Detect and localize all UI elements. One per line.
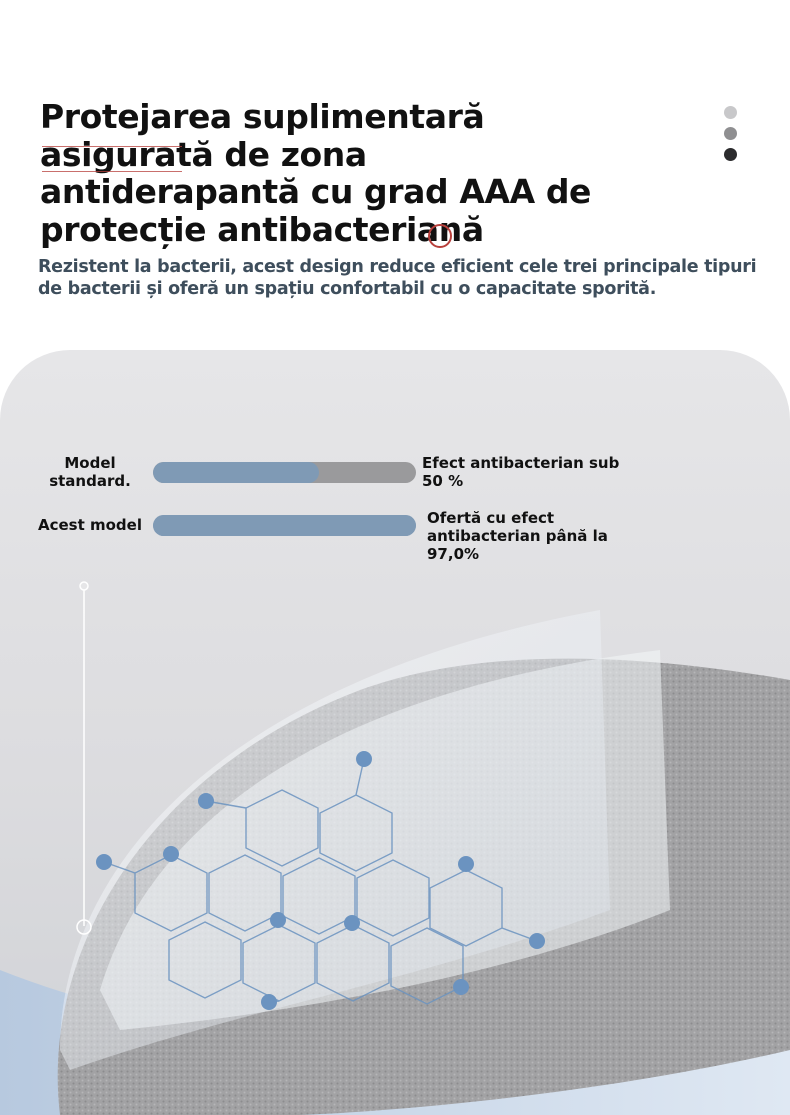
pager-dot-1[interactable]	[724, 106, 737, 119]
pager-dot-2[interactable]	[724, 127, 737, 140]
indicator-top-node	[80, 582, 88, 590]
row-label-standard: Model standard.	[49, 454, 131, 490]
circle-annotation	[428, 224, 452, 248]
strike-annotation	[42, 146, 182, 172]
bar-standard	[153, 462, 416, 483]
page-title: Protejarea suplimentară asigurată de zona antiderapantă cu grad AAA de protecție antibacteriană	[40, 97, 592, 249]
row-label-this-model: Acest model	[38, 516, 142, 534]
pager-dots	[724, 106, 737, 169]
bar-note-standard: Efect antibacterian sub 50 %	[422, 454, 620, 490]
bar-this-model-fill	[153, 515, 416, 536]
bar-this-model	[153, 515, 416, 536]
product-panel	[0, 350, 790, 1115]
bar-standard-fill	[153, 462, 319, 483]
pager-dot-3[interactable]	[724, 148, 737, 161]
bar-note-this-model: Ofertă cu efect antibacterian până la 97,0%	[427, 509, 608, 563]
page-subtitle: Rezistent la bacterii, acest design reduce eficient cele trei principale tipuri de bacterii și oferă un spațiu confortabil cu o capacitate sporită.	[38, 257, 757, 299]
